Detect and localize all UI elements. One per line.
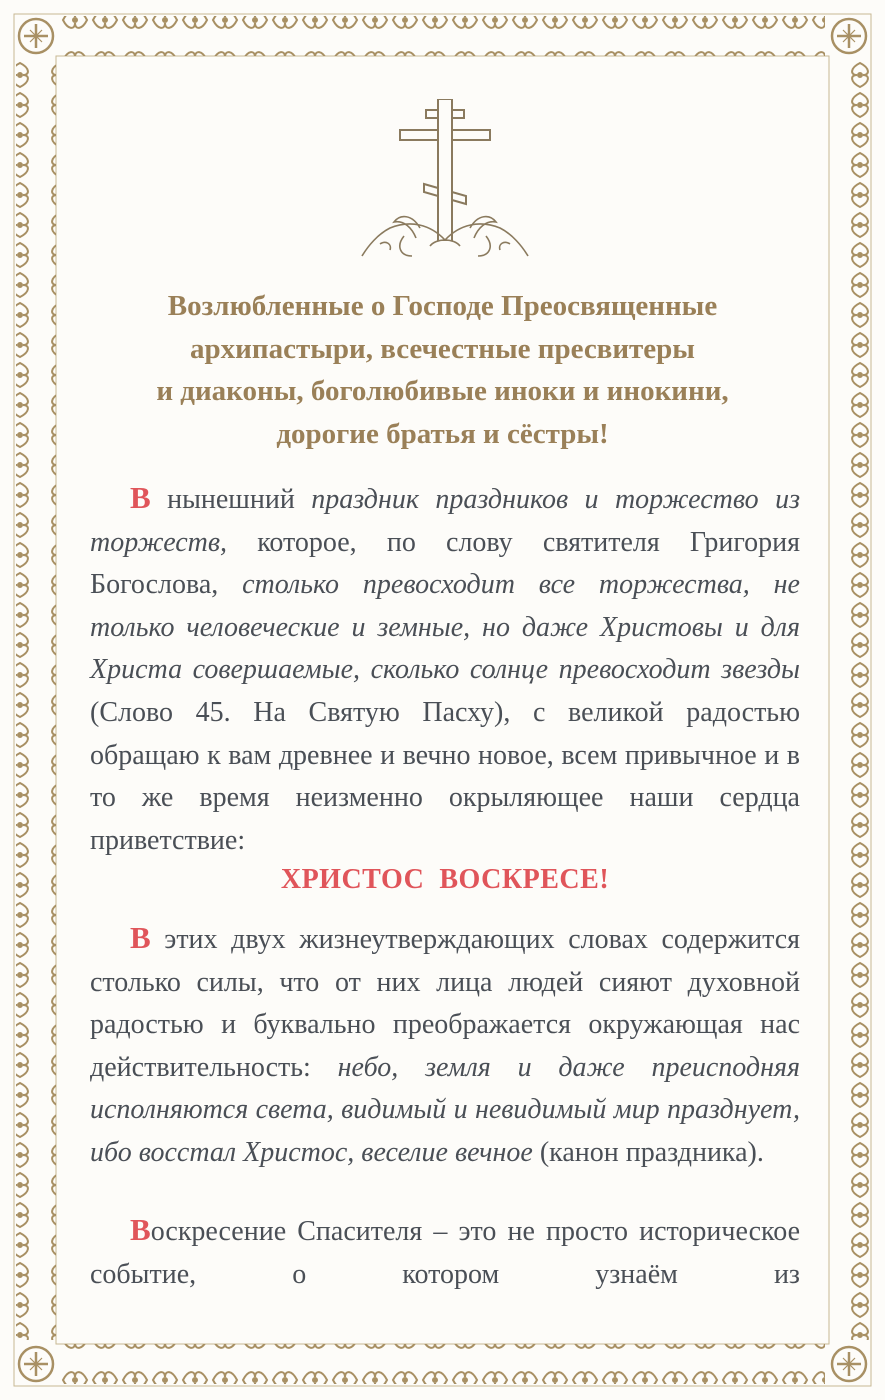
text-run: оскресение Спасителя – это не просто историческое событие, о котором узнаём из	[90, 1216, 800, 1290]
dropcap: В	[130, 480, 151, 515]
paragraph-1	[90, 477, 800, 862]
text-run: нынешний	[150, 484, 312, 515]
text-run: которое, по слову святителя Григория Богослова,	[90, 526, 800, 601]
orthodox-cross-icon	[360, 96, 530, 266]
proclamation-heading: ХРИСТОС ВОСКРЕСЕ!	[280, 864, 610, 895]
text-run: этих двух жизнеутверждающих словах содержится столько силы, что от них лица людей сияют духовной радостью и буквально преображается окружающая нас действительность:	[90, 924, 800, 1083]
greeting-line: и диаконы, боголюбивые иноки и инокини,	[156, 375, 729, 407]
italic-quote: столько превосходит все торжества, не только человеческие и земные, но даже Христовы и для Христа совершаемые, сколько солнце превосходит звезды	[90, 569, 800, 686]
paragraph-2	[90, 917, 800, 1175]
italic-quote: небо, земля и даже преисподняя исполняются света, видимый и невидимый мир празднует, ибо восстал Христос, веселие вечное	[90, 1051, 801, 1168]
paragraph-3	[90, 1209, 800, 1296]
greeting-heading	[60, 285, 825, 455]
greeting-line: Возлюбленные о Господе Преосвященные	[167, 290, 718, 322]
greeting-line: архипастыри, всечестные пресвитеры	[190, 332, 695, 365]
text-run: (Слово 45. На Святую Пасху), с великой радостью обращаю к вам древнее и вечно новое, всем привычное и в то же время неизменно окрыляющее наши сердца приветствие:	[90, 696, 800, 856]
dropcap: В	[130, 1212, 151, 1247]
italic-quote: праздник праздников и торжество из торжеств,	[90, 484, 800, 558]
greeting-line: дорогие братья и сёстры!	[276, 417, 609, 450]
dropcap: В	[130, 920, 151, 955]
text-run: (канон праздника).	[532, 1136, 764, 1168]
